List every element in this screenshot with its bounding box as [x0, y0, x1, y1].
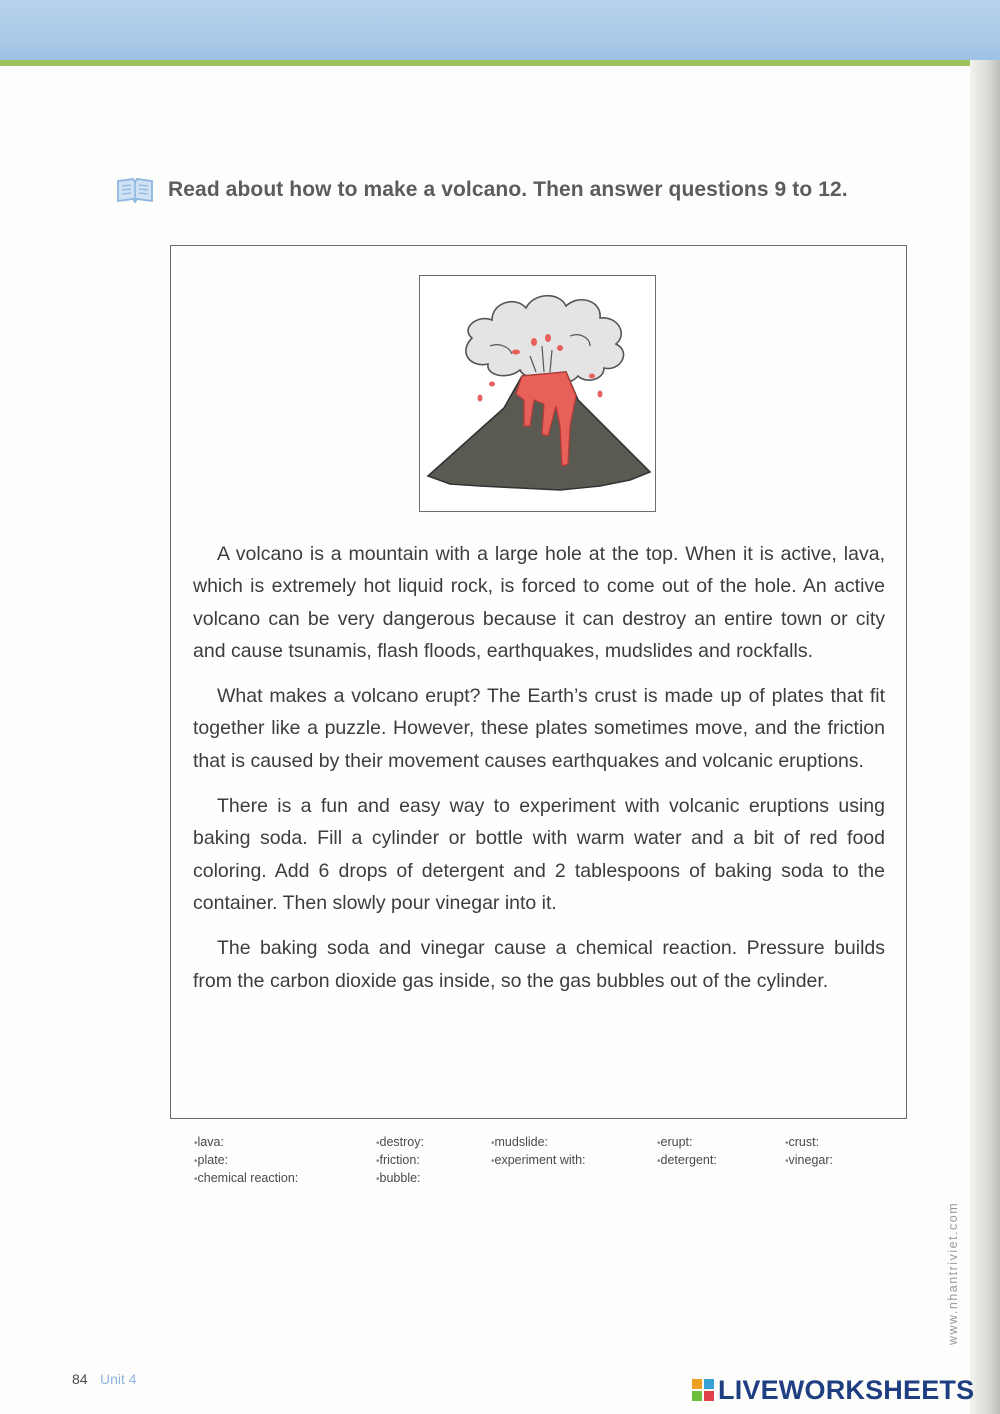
brand-text: LIVEWORKSHEETS — [718, 1374, 975, 1405]
reading-passage-box — [170, 245, 907, 1119]
glossary-term: • plate: — [194, 1152, 298, 1170]
glossary-term: • lava: — [194, 1134, 298, 1152]
paragraph: There is a fun and easy way to experiment with volcanic eruptions using baking soda. Fill a cylinder or bottle with warm water and a bit of red food coloring. Add 6 drops of detergent and 2 tablespoons of baking soda to the container. Then slowly pour vinegar into it. — [193, 795, 885, 914]
volcano-illustration — [419, 275, 656, 512]
glossary-term: • experiment with: — [491, 1152, 586, 1170]
glossary-term: • mudslide: — [491, 1134, 586, 1152]
glossary — [194, 1134, 894, 1190]
glossary-term: • detergent: — [657, 1152, 717, 1170]
open-book-icon — [116, 175, 154, 205]
glossary-column — [194, 1134, 298, 1188]
paragraph: The baking soda and vinegar cause a chemical reaction. Pressure builds from the carbon dioxide gas inside, so the gas bubbles out of the cylinder. — [193, 937, 885, 992]
glossary-term: • vinegar: — [785, 1152, 833, 1170]
glossary-column — [491, 1134, 586, 1170]
paragraph: What makes a volcano erupt? The Earth’s crust is made up of plates that fit together like a puzzle. However, these plates sometimes move, and the friction that is caused by their movement causes earthquakes and volcanic eruptions. — [193, 685, 885, 772]
page-edge — [970, 60, 1000, 1414]
reading-passage — [193, 538, 885, 1010]
glossary-column — [376, 1134, 424, 1188]
header-band — [0, 0, 1000, 62]
glossary-term: • friction: — [376, 1152, 424, 1170]
glossary-term: • bubble: — [376, 1170, 424, 1188]
instruction-heading — [116, 172, 848, 208]
instruction-text: Read about how to make a volcano. Then answer questions 9 to 12. — [168, 178, 848, 201]
glossary-term: • destroy: — [376, 1134, 424, 1152]
glossary-term: • crust: — [785, 1134, 833, 1152]
paragraph: A volcano is a mountain with a large hole at the top. When it is active, lava, which is extremely hot liquid rock, is forced to come out of the hole. An active volcano can be very dangerous because it can destroy an entire town or city and cause tsunamis, flash floods, earthquakes, mudslides and rockfalls. — [193, 543, 885, 662]
glossary-column — [657, 1134, 717, 1170]
page-number: 84 — [72, 1371, 88, 1387]
header-divider — [0, 60, 1000, 66]
publisher-watermark: www.nhantriviet.com — [946, 1201, 960, 1345]
liveworksheets-logo — [692, 1373, 974, 1407]
unit-label: Unit 4 — [100, 1371, 137, 1387]
glossary-column — [785, 1134, 833, 1170]
volcano-icon — [420, 276, 654, 510]
liveworksheets-icon — [692, 1379, 714, 1401]
glossary-term: • chemical reaction: — [194, 1170, 298, 1188]
glossary-term: • erupt: — [657, 1134, 717, 1152]
